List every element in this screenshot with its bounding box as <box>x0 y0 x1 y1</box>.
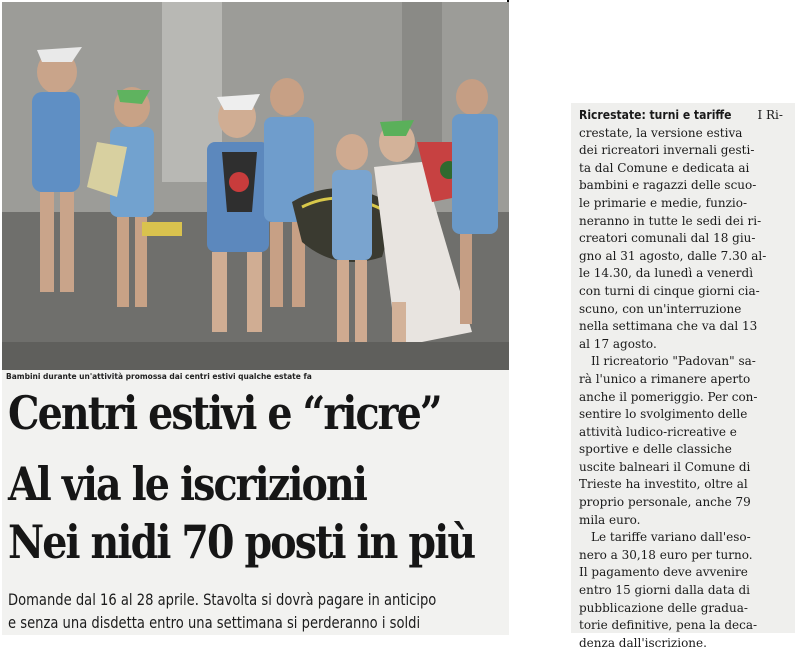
photo-caption: Bambini durante un'attività promossa dai centri estivi qualche estate fa <box>6 372 312 381</box>
sidebar-line: dei ricreatori invernali gesti- <box>579 143 755 158</box>
sidebar-line: Trieste ha investito, oltre al <box>579 477 748 492</box>
sidebar-line: con turni di cinque giorni cia- <box>579 283 760 298</box>
headline-line-3: Nei nidi 70 posti in più <box>8 515 475 569</box>
sidebar-line: torie definitive, pena la deca- <box>579 618 758 633</box>
sidebar-line: Il ricreatorio "Padovan" sa- <box>591 354 756 369</box>
sidebar-line: creatori comunali dal 18 giu- <box>579 231 756 246</box>
sidebar-line: le primarie e medie, funzio- <box>579 195 748 210</box>
sidebar-line: le 14.30, da lunedì a venerdì <box>579 266 754 281</box>
sidebar-line: denza dall'iscrizione. <box>579 635 707 650</box>
children-costume-photo <box>2 2 509 370</box>
article-photo <box>2 2 509 370</box>
sidebar-line: nella settimana che va dal 13 <box>579 319 758 334</box>
sidebar-title: Ricrestate: turni e tariffe <box>579 108 732 122</box>
sidebar-line: bambini e ragazzi delle scuo- <box>579 178 757 193</box>
sidebar-line: scuno, con un'interruzione <box>579 301 742 316</box>
sidebar-line: sentire lo svolgimento delle <box>579 407 748 422</box>
sidebar-first-line <box>579 107 791 125</box>
sidebar-line: crestate, la versione estiva <box>579 125 743 140</box>
sidebar-line: anche il pomeriggio. Per con- <box>579 389 758 404</box>
sidebar-first-line-rest: I Ri- <box>757 108 783 122</box>
sidebar-line: gno al 31 agosto, dalle 7.30 al- <box>579 248 767 263</box>
sidebar-line: sportive e delle classiche <box>579 442 732 457</box>
article-main <box>2 2 509 635</box>
sidebar-article <box>571 103 795 650</box>
sidebar-text <box>579 107 791 652</box>
sidebar-line: neranno in tutte le sedi dei ri- <box>579 213 762 228</box>
sidebar-line: rà l'unico a rimanere aperto <box>579 371 751 386</box>
sidebar-line: Le tariffe variano dall'eso- <box>591 530 751 545</box>
sidebar-line: Il pagamento deve avvenire <box>579 565 748 580</box>
headline-line-1: Centri estivi e “ricre” <box>8 386 441 440</box>
sidebar-line: entro 15 giorni dalla data di <box>579 583 750 598</box>
subheadline-line-1: Domande dal 16 al 28 aprile. Stavolta si dovrà pagare in anticipo <box>8 590 437 609</box>
sidebar-line: uscite balneari il Comune di <box>579 459 751 474</box>
subheadline-line-2: e senza una disdetta entro una settimana si perderanno i soldi <box>8 613 421 632</box>
sidebar-line: attività ludico-ricreative e <box>579 424 737 439</box>
sidebar-line: nero a 30,18 euro per turno. <box>579 547 753 562</box>
headline-line-2: Al via le iscrizioni <box>8 457 366 511</box>
sidebar-line: pubblicazione delle gradua- <box>579 600 748 615</box>
sidebar-line: proprio personale, anche 79 <box>579 495 751 510</box>
sidebar-line: al 17 agosto. <box>579 336 657 351</box>
sidebar-line: ta dal Comune e dedicata ai <box>579 160 750 175</box>
sidebar-line: mila euro. <box>579 512 641 527</box>
